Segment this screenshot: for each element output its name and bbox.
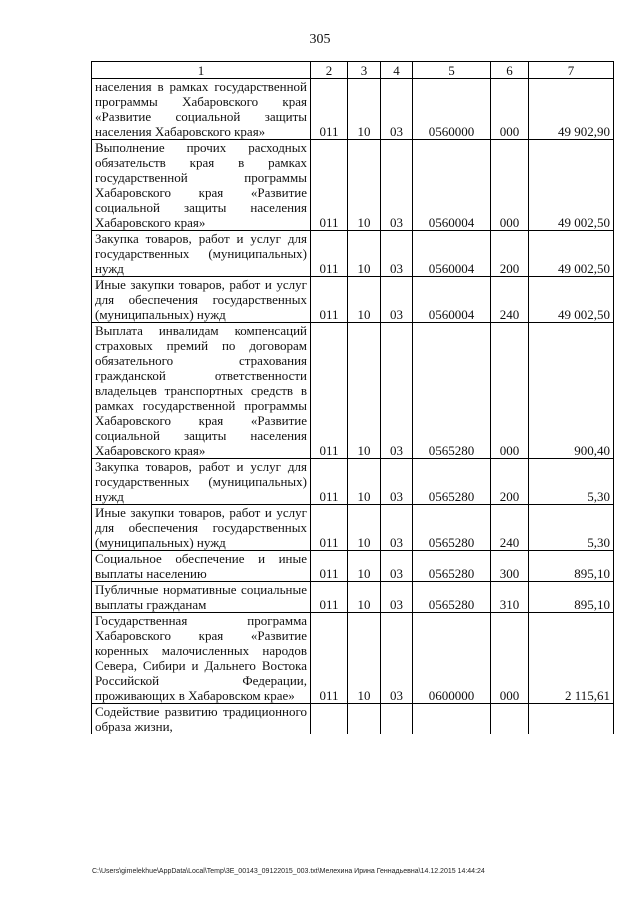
cell-amount: 5,30	[529, 505, 614, 551]
cell-expense-type: 200	[491, 459, 529, 505]
cell-expense-type: 300	[491, 551, 529, 582]
cell-expense-type	[491, 704, 529, 735]
table-row	[92, 704, 614, 735]
column-header: 1	[92, 62, 311, 79]
file-path-footer: C:\Users\gimelekhue\AppData\Local\Temp\3E_00143_09122015_003.txt\Мелехина Ирина Геннадьевна\14.12.2015 14:44:24	[92, 868, 485, 875]
cell-target-article: 0565280	[413, 505, 491, 551]
cell-ministry: 011	[311, 613, 348, 704]
cell-amount	[529, 704, 614, 735]
table-header-row	[92, 62, 614, 79]
cell-amount: 49 002,50	[529, 231, 614, 277]
table-row	[92, 79, 614, 140]
table-row	[92, 582, 614, 613]
cell-section: 10	[348, 231, 381, 277]
cell-subsection	[381, 704, 413, 735]
cell-subsection: 03	[381, 140, 413, 231]
cell-subsection: 03	[381, 277, 413, 323]
cell-section: 10	[348, 323, 381, 459]
row-name: Публичные нормативные социальные выплаты гражданам	[92, 582, 311, 613]
table-row	[92, 613, 614, 704]
column-header: 2	[311, 62, 348, 79]
column-header: 6	[491, 62, 529, 79]
cell-target-article: 0565280	[413, 582, 491, 613]
cell-amount: 895,10	[529, 551, 614, 582]
cell-ministry: 011	[311, 582, 348, 613]
page-number: 305	[309, 32, 331, 47]
table-row	[92, 140, 614, 231]
table-row	[92, 323, 614, 459]
cell-amount: 49 002,50	[529, 277, 614, 323]
cell-target-article: 0560004	[413, 140, 491, 231]
cell-section: 10	[348, 459, 381, 505]
cell-section: 10	[348, 140, 381, 231]
cell-expense-type: 310	[491, 582, 529, 613]
row-name: Содействие развитию традиционного образа жизни,	[92, 704, 311, 735]
cell-target-article: 0560000	[413, 79, 491, 140]
row-name: Государственная программа Хабаровского края «Развитие коренных малочисленных народов Севера, Сибири и Дальнего Востока Российской Федерации, проживающих в Хабаровском крае»	[92, 613, 311, 704]
cell-expense-type: 000	[491, 79, 529, 140]
column-header: 7	[529, 62, 614, 79]
cell-ministry: 011	[311, 505, 348, 551]
table-row	[92, 231, 614, 277]
cell-ministry: 011	[311, 79, 348, 140]
row-name: населения в рамках государственной программы Хабаровского края «Развитие социальной защиты населения Хабаровского края»	[92, 79, 311, 140]
table-row	[92, 551, 614, 582]
cell-section: 10	[348, 277, 381, 323]
cell-subsection: 03	[381, 459, 413, 505]
cell-amount: 49 002,50	[529, 140, 614, 231]
cell-expense-type: 000	[491, 613, 529, 704]
cell-target-article: 0600000	[413, 613, 491, 704]
cell-amount: 5,30	[529, 459, 614, 505]
cell-section: 10	[348, 582, 381, 613]
cell-ministry: 011	[311, 459, 348, 505]
cell-amount: 900,40	[529, 323, 614, 459]
row-name: Выполнение прочих расходных обязательств края в рамках государственной программы Хабаровского края «Развитие социальной защиты населения Хабаровского края»	[92, 140, 311, 231]
row-name: Иные закупки товаров, работ и услуг для обеспечения государственных (муниципальных) нужд	[92, 505, 311, 551]
cell-target-article: 0560004	[413, 277, 491, 323]
cell-subsection: 03	[381, 231, 413, 277]
table-row	[92, 505, 614, 551]
table-row	[92, 459, 614, 505]
row-name: Закупка товаров, работ и услуг для государственных (муниципальных) нужд	[92, 459, 311, 505]
column-header: 4	[381, 62, 413, 79]
cell-subsection: 03	[381, 505, 413, 551]
cell-subsection: 03	[381, 323, 413, 459]
cell-amount: 49 902,90	[529, 79, 614, 140]
cell-expense-type: 240	[491, 277, 529, 323]
row-name: Социальное обеспечение и иные выплаты населению	[92, 551, 311, 582]
cell-target-article: 0565280	[413, 459, 491, 505]
cell-expense-type: 240	[491, 505, 529, 551]
cell-ministry	[311, 704, 348, 735]
cell-expense-type: 200	[491, 231, 529, 277]
cell-subsection: 03	[381, 582, 413, 613]
cell-section: 10	[348, 79, 381, 140]
cell-ministry: 011	[311, 323, 348, 459]
row-name: Закупка товаров, работ и услуг для государственных (муниципальных) нужд	[92, 231, 311, 277]
cell-target-article: 0565280	[413, 323, 491, 459]
cell-target-article: 0565280	[413, 551, 491, 582]
cell-amount: 895,10	[529, 582, 614, 613]
cell-target-article	[413, 704, 491, 735]
cell-target-article: 0560004	[413, 231, 491, 277]
cell-subsection: 03	[381, 613, 413, 704]
table-row	[92, 277, 614, 323]
cell-section: 10	[348, 551, 381, 582]
cell-ministry: 011	[311, 140, 348, 231]
cell-subsection: 03	[381, 551, 413, 582]
row-name: Иные закупки товаров, работ и услуг для обеспечения государственных (муниципальных) нужд	[92, 277, 311, 323]
budget-table	[91, 61, 614, 734]
column-header: 5	[413, 62, 491, 79]
cell-ministry: 011	[311, 277, 348, 323]
cell-ministry: 011	[311, 551, 348, 582]
cell-section: 10	[348, 613, 381, 704]
column-header: 3	[348, 62, 381, 79]
cell-expense-type: 000	[491, 323, 529, 459]
cell-amount: 2 115,61	[529, 613, 614, 704]
cell-subsection: 03	[381, 79, 413, 140]
cell-section	[348, 704, 381, 735]
cell-section: 10	[348, 505, 381, 551]
cell-expense-type: 000	[491, 140, 529, 231]
cell-ministry: 011	[311, 231, 348, 277]
row-name: Выплата инвалидам компенсаций страховых премий по договорам обязательного страхования гражданской ответственности владельцев транспортных средств в рамках государственной программы Хабаровского края «Развитие социальной защиты населения Хабаровского края»	[92, 323, 311, 459]
